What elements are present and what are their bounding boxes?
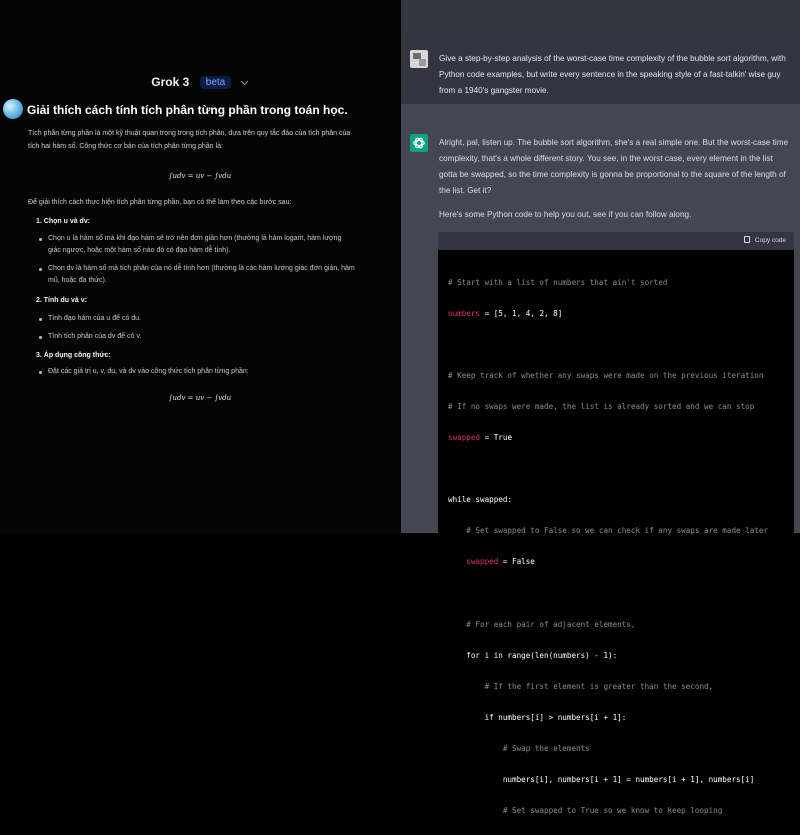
code-token: = True [480,433,513,443]
step-2-title: 2. Tính du và v: [36,297,87,304]
clipboard-icon [744,236,750,243]
code-line: # For each pair of adjacent elements, [448,619,636,629]
code-line [448,555,768,568]
code-blank-line [448,586,768,599]
grok-panel [0,0,400,533]
step-2-bullet-1: Tính đạo hàm của u để có du. [48,313,378,325]
answer-title: Giải thích cách tính tích phân từng phần trong toán học. [27,103,348,117]
copy-code-label: Copy code [754,237,786,244]
steps-intro: Để giải thích cách thực hiện tích phân từng phần, bạn có thể làm theo các bước sau: [28,199,292,206]
code-line [448,307,768,320]
code-line: while swapped: [448,495,513,505]
formula-1: ∫udv = uv − ∫vdu [168,172,232,180]
code-line [448,431,768,444]
code-line: if numbers[i] > numbers[i + 1]: [448,712,627,722]
code-line: # Set swapped to False so we can check if any swaps are made later [448,526,769,536]
intro-line-1: Tích phân từng phần là một kỹ thuật quan trọng trong tích phân, dựa trên quy tắc đảo của tích phân của [28,130,351,137]
code-token: numbers [448,309,481,319]
code-token: swapped [448,557,499,567]
assistant-paragraph-2: Here's some Python code to help you out, see if you can follow along. [439,210,692,219]
code-line: numbers[i], numbers[i + 1] = numbers[i + 1], numbers[i] [448,774,755,784]
code-blank-line [448,338,768,351]
code-token: = [5, 1, 4, 2, 8] [480,309,563,319]
intro-line-2: tích hai hàm số. Công thức cơ bản của tích phân từng phần là: [28,143,223,150]
code-token: swapped [448,433,481,443]
code-line: # Start with a list of numbers that ain't sorted [448,278,668,287]
step-1-bullet-1 [48,233,378,257]
user-avatar-icon [410,50,428,68]
code-token: = False [498,557,535,567]
copy-code-button[interactable] [744,236,786,244]
code-line: # Set swapped to True so we know to keep looping [448,805,723,815]
bullet-line: Chọn dv là hàm số mà tích phân của nó dễ tính hơn (thường là các hàm lượng giác đơn giản, hàm [48,265,355,272]
step-1-bullet-2 [48,263,378,287]
code-blank-line [448,462,768,475]
step-1-title: 1. Chọn u và dv: [36,218,91,225]
chevron-down-icon[interactable] [240,73,249,91]
code-line: for i in range(len(numbers) - 1): [448,650,618,660]
bullet-line: giác ngược, hoặc một hàm số nào đó có đạo hàm dễ tính). [48,247,231,254]
code-line: # Keep track of whether any swaps were made on the previous iteration [448,371,764,381]
chatgpt-panel [401,0,800,815]
step-3-bullet-1: Đặt các giá trị u, v, du, và dv vào công thức tích phân từng phần: [48,366,378,378]
code-block-header [438,232,794,250]
model-name: Grok 3 [151,75,190,89]
user-prompt: Give a step-by-step analysis of the worst-case time complexity of the bubble sort algorithm, with Python code examples, but write every sentence in the speaking style of a fast-talkin' wise guy from a 1940's gangster movie. [439,54,786,95]
user-message [401,32,800,104]
step-2-bullet-2: Tính tích phân của dv để có v. [48,331,378,343]
bullet-line: mũ, hoặc đa thức). [48,277,107,284]
assistant-paragraph-1: Alright, pal, listen up. The bubble sort algorithm, she's a real simple one. But the worst-case time complexity, that's a whole different story. You see, in the worst case, every element in the list gotta be swapped, so the time complexity is gonna be proportional to the square of the length of the list. Get it? [439,138,789,195]
code-block [438,232,794,815]
grok-avatar-icon [3,99,23,119]
beta-badge: beta [200,76,231,89]
openai-logo-icon [410,134,428,152]
code-content [448,258,768,835]
bullet-line: Chọn u là hàm số mà khi đạo hàm sẽ trở nên đơn giản hơn (thường là hàm logarit, hàm lượng [48,235,342,242]
code-line: # If the first element is greater than the second, [448,681,714,691]
model-selector[interactable] [0,73,400,91]
formula-2: ∫udv = uv − ∫vdu [168,394,232,402]
code-line: # If no swaps were made, the list is already sorted and we can stop [448,402,755,412]
assistant-message [401,104,800,815]
step-3-title: 3. Áp dụng công thức: [36,352,111,359]
code-line: # Swap the elements [448,743,590,753]
